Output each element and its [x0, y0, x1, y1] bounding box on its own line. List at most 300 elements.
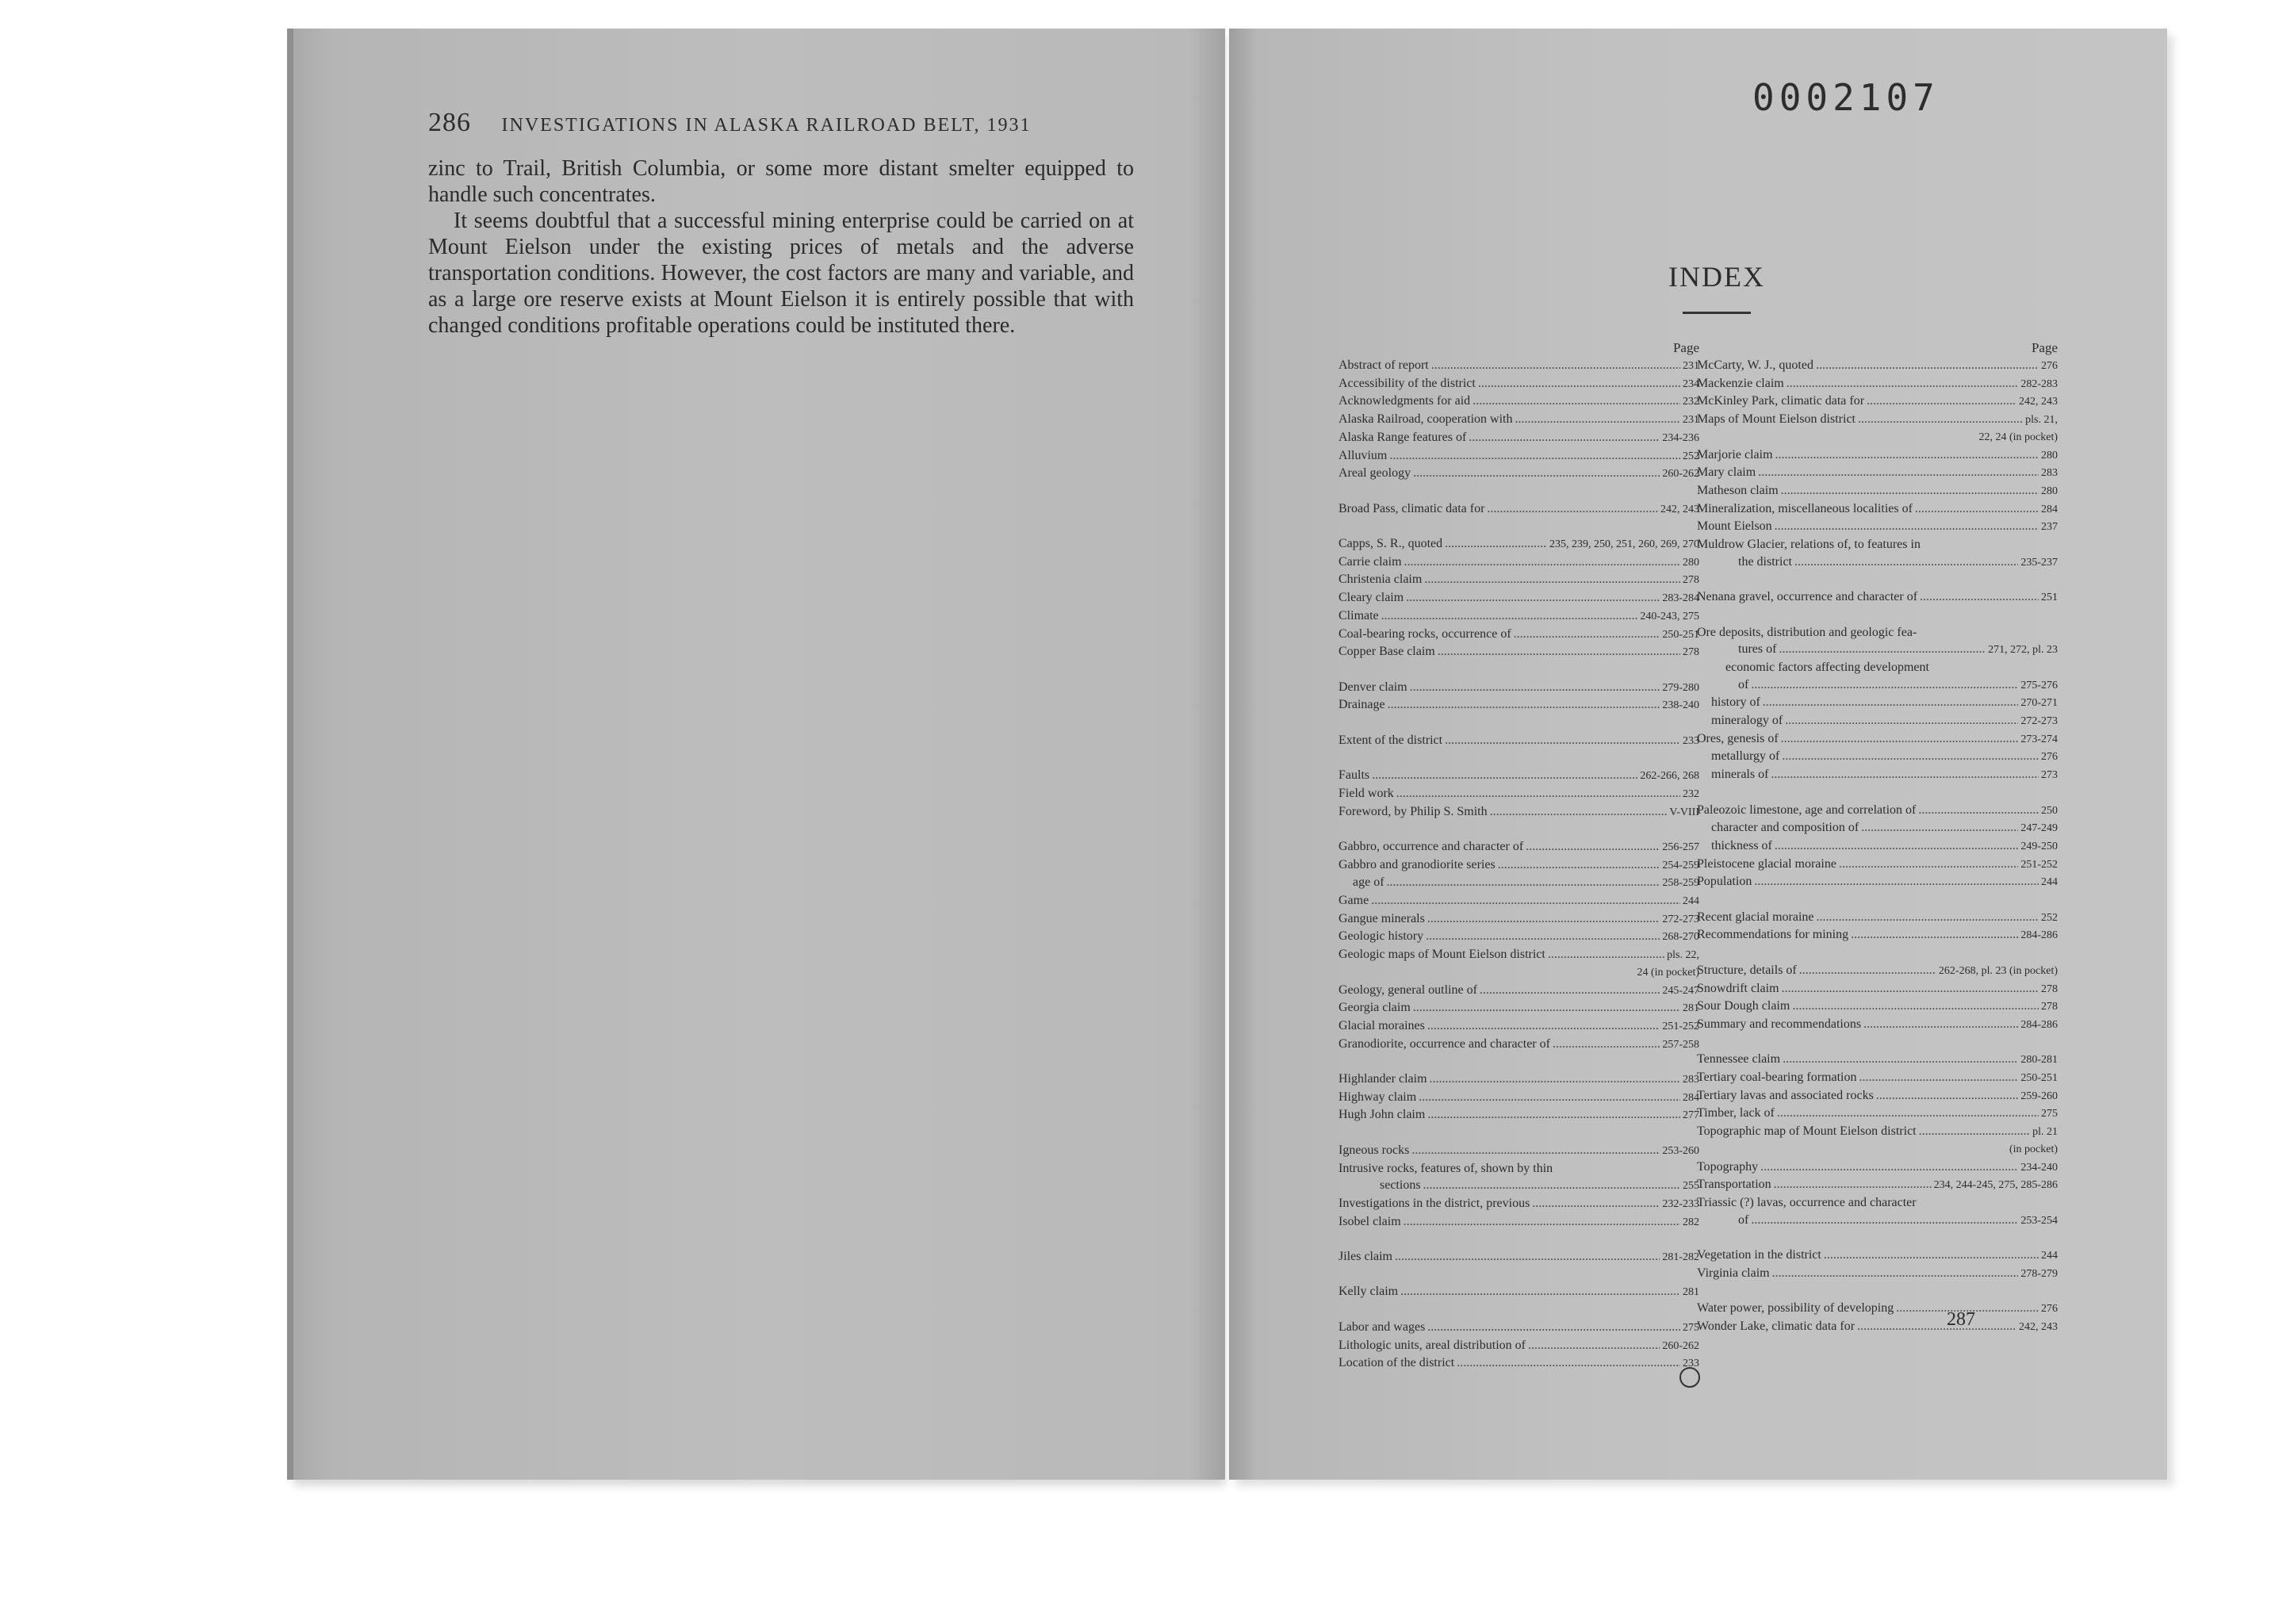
- index-entry: [1338, 500, 1699, 519]
- dot-leader: [1781, 482, 2039, 500]
- index-entry-page: 281-282: [1662, 1251, 1699, 1264]
- dot-leader: [1469, 429, 1660, 446]
- index-entry: [1697, 730, 2058, 749]
- entry-gap: [1338, 483, 1699, 500]
- index-entry: [1697, 676, 2058, 695]
- dot-leader: [1775, 446, 2039, 464]
- dot-leader: [1438, 643, 1680, 661]
- index-entry-page: 280-281: [2020, 1054, 2058, 1067]
- index-entry: [1338, 856, 1699, 875]
- index-entry-page: 231: [1683, 360, 1699, 372]
- index-entry: [1338, 946, 1699, 964]
- index-entry-page: 233: [1683, 1358, 1699, 1370]
- dot-leader: [1920, 588, 2039, 606]
- running-head: [428, 108, 1063, 138]
- index-entry-term: Tertiary lavas and associated rocks: [1697, 1088, 1874, 1102]
- entry-gap: [1697, 891, 2058, 909]
- entry-gap: [1338, 1124, 1699, 1142]
- dot-leader: [1861, 819, 2018, 837]
- index-entry-page: 273: [2041, 769, 2058, 782]
- index-entry: [1338, 535, 1699, 553]
- index-entry-term: Gabbro, occurrence and character of: [1338, 839, 1524, 853]
- dot-leader: [1751, 676, 2018, 694]
- index-entry-term: Wonder Lake, climatic data for: [1697, 1319, 1855, 1333]
- index-entry-page: 278: [1683, 646, 1699, 659]
- index-entry-page: 270-271: [2020, 697, 2058, 710]
- index-entry: [1338, 607, 1699, 626]
- index-entry-page: 282: [1683, 1216, 1699, 1228]
- index-entry-term: Lithologic units, areal distribution of: [1338, 1338, 1526, 1352]
- dot-leader: [1787, 375, 2019, 393]
- page-number: 286: [428, 108, 471, 137]
- index-entry-page: 231: [1683, 414, 1699, 427]
- index-entry: [1338, 1319, 1699, 1337]
- index-entry-page: 280: [1683, 556, 1699, 569]
- dot-leader: [1532, 1195, 1660, 1212]
- index-entry-term: sections: [1380, 1178, 1421, 1193]
- index-entry-page: 250-251: [1662, 628, 1699, 641]
- paragraph: zinc to Trail, British Columbia, or some more distant smelter equipped to handle such concentrates.: [428, 156, 1134, 207]
- index-entry: [1338, 999, 1699, 1017]
- entry-gap: [1338, 518, 1699, 535]
- index-entry: [1338, 1017, 1699, 1036]
- index-entry-term: Nenana gravel, occurrence and character of: [1697, 590, 1918, 604]
- index-entry-page: 281: [1683, 1286, 1699, 1299]
- dot-leader: [1410, 679, 1660, 696]
- index-column-right: [1697, 339, 2058, 1336]
- index-entry-term: Kelly claim: [1338, 1285, 1399, 1299]
- index-entry-term: Pleistocene glacial moraine: [1697, 856, 1836, 871]
- index-entry: [1697, 748, 2058, 766]
- running-title: INVESTIGATIONS IN ALASKA RAILROAD BELT, 1931: [501, 115, 1032, 136]
- dot-leader: [1430, 1071, 1680, 1088]
- entry-gap: [1697, 944, 2058, 962]
- index-entry-page: 260-262: [1662, 468, 1699, 481]
- index-entry-page: 244: [2041, 1250, 2058, 1262]
- dot-leader: [1413, 999, 1680, 1017]
- index-entry: [1697, 446, 2058, 465]
- index-entry-term: Gangue minerals: [1338, 911, 1425, 925]
- index-entry-page: 244: [1683, 895, 1699, 907]
- index-entry: [1338, 447, 1699, 465]
- index-entry-page: 232: [1683, 787, 1699, 800]
- index-entry-page: 255: [1683, 1180, 1699, 1193]
- index-entry-page: 282-283: [2020, 377, 2058, 390]
- index-entry-term: Investigations in the district, previous: [1338, 1196, 1530, 1210]
- index-entry-page: 284: [1683, 1091, 1699, 1104]
- index-entry-page: 258-259: [1662, 877, 1699, 890]
- index-entry: [1338, 375, 1699, 393]
- index-entry: [1338, 1106, 1699, 1124]
- index-entry-term: character and composition of: [1711, 821, 1859, 835]
- dot-leader: [1424, 571, 1680, 588]
- index-entry-term: Acknowledgments for aid: [1338, 394, 1471, 408]
- index-entry: [1338, 892, 1699, 910]
- index-entry-term: Timber, lack of: [1697, 1106, 1775, 1120]
- index-entry-page: 251: [2041, 592, 2058, 604]
- index-entry-term: Accessibility of the district: [1338, 376, 1476, 390]
- index-entry: [1338, 767, 1699, 785]
- index-entry: [1697, 980, 2058, 998]
- dot-leader: [1799, 962, 1936, 979]
- index-entry: [1338, 411, 1699, 429]
- index-entry-page: 268-270: [1662, 931, 1699, 944]
- dot-leader: [1526, 838, 1660, 856]
- index-entry-page: 273-274: [2020, 733, 2058, 745]
- index-entry: [1338, 1177, 1699, 1195]
- index-entry: [1338, 571, 1699, 589]
- page-number: 287: [1947, 1309, 1975, 1330]
- index-entry: [1338, 643, 1699, 661]
- dot-leader: [1918, 802, 2039, 819]
- index-entry: [1697, 802, 2058, 820]
- index-entry-term: Carrie claim: [1338, 554, 1402, 569]
- index-entry-term: Broad Pass, climatic data for: [1338, 501, 1485, 515]
- index-entry-page: 250: [2041, 804, 2058, 817]
- index-entry-term: Georgia claim: [1338, 1001, 1411, 1015]
- index-entry: [1697, 856, 2058, 874]
- index-entry-term: metallurgy of: [1711, 749, 1780, 764]
- index-entry-page: 278: [1683, 574, 1699, 587]
- index-entry: [1697, 837, 2058, 856]
- dot-leader: [1863, 1016, 2018, 1033]
- index-entry-term: McCarty, W. J., quoted: [1697, 358, 1813, 372]
- dot-leader: [1824, 1247, 2039, 1264]
- index-entry-page: pl. 21: [2032, 1126, 2058, 1139]
- index-entry-page: 283: [2041, 467, 2058, 480]
- index-entry-page: 234-236: [1662, 431, 1699, 444]
- index-entry-page: 280: [2041, 485, 2058, 497]
- index-entry: [1338, 1142, 1699, 1160]
- index-entry-page: 284: [2041, 503, 2058, 515]
- index-entry-page: 281: [1683, 1002, 1699, 1015]
- entry-gap: [1697, 571, 2058, 588]
- index-entry-term: Muldrow Glacier, relations of, to features in: [1697, 538, 1921, 552]
- page-column-label: Page: [2031, 340, 2058, 355]
- index-entry-term: Alluvium: [1338, 448, 1388, 462]
- dot-leader: [1480, 982, 1660, 999]
- entry-gap: [1338, 821, 1699, 838]
- index-entry-term: Ores, genesis of: [1697, 731, 1779, 745]
- index-entry: [1338, 626, 1699, 644]
- dot-leader: [1427, 1319, 1680, 1336]
- entry-gap: [1697, 1229, 2058, 1247]
- index-entry-term: Population: [1697, 875, 1752, 889]
- entry-gap: [1338, 1266, 1699, 1284]
- dot-leader: [1758, 464, 2039, 481]
- index-entry: [1697, 1300, 2058, 1318]
- index-entry: [1338, 803, 1699, 822]
- index-entry-term: economic factors affecting development: [1725, 660, 1929, 674]
- dot-leader: [1400, 1283, 1680, 1300]
- index-entry: [1697, 873, 2058, 891]
- dot-leader: [1775, 837, 2018, 855]
- left-page: [293, 29, 1225, 1480]
- index-entry-page: 251-252: [1662, 1020, 1699, 1032]
- index-entry-term: Jiles claim: [1338, 1250, 1392, 1264]
- dot-leader: [1867, 393, 2016, 410]
- index-entry-page: 249-250: [2020, 840, 2058, 852]
- index-entry-page: 262-268, pl. 23 (in pocket): [1938, 964, 2058, 977]
- index-entry: [1338, 1089, 1699, 1107]
- index-entry-page: 262-266, 268: [1640, 770, 1699, 783]
- dot-leader: [1427, 1017, 1660, 1035]
- index-entry-page: 232-233: [1662, 1197, 1699, 1210]
- index-entry: [1697, 1247, 2058, 1265]
- index-entry-term: Structure, details of: [1697, 963, 1797, 977]
- index-entry: [1697, 1087, 2058, 1105]
- index-entry: [1697, 553, 2058, 572]
- index-entry: [1697, 411, 2058, 429]
- entry-gap: [1338, 714, 1699, 732]
- index-entry: [1338, 874, 1699, 892]
- index-entry-term: Foreword, by Philip S. Smith: [1338, 804, 1488, 818]
- entry-gap: [1697, 1034, 2058, 1051]
- index-entry-page: 284-286: [2020, 929, 2058, 942]
- entry-gap: [1697, 1282, 2058, 1300]
- index-entry-page: 233: [1683, 734, 1699, 747]
- index-entry: [1697, 1212, 2058, 1230]
- dot-leader: [1515, 411, 1681, 428]
- index-entry-term: Transportation: [1697, 1178, 1771, 1192]
- index-entry-page: 278-279: [2020, 1267, 2058, 1280]
- dot-leader: [1857, 1318, 2016, 1335]
- index-entry-term: Cleary claim: [1338, 591, 1404, 605]
- index-entry-term: Areal geology: [1338, 466, 1411, 481]
- index-entry-term: Tertiary coal-bearing formation: [1697, 1071, 1857, 1085]
- index-entry-page: 235, 239, 250, 251, 260, 269, 270: [1549, 538, 1699, 550]
- dot-leader: [1413, 465, 1660, 482]
- index-entry-term: Intrusive rocks, features of, shown by thin: [1338, 1161, 1553, 1175]
- entry-gap: [1338, 661, 1699, 679]
- index-entry-term: of: [1738, 1212, 1749, 1227]
- index-entry-page: 238-240: [1662, 699, 1699, 712]
- index-entry-term: Coal-bearing rocks, occurrence of: [1338, 626, 1511, 641]
- index-entry-term: Marjorie claim: [1697, 447, 1773, 462]
- dot-leader: [1381, 607, 1638, 625]
- index-entry: [1697, 1016, 2058, 1034]
- index-entry: [1697, 482, 2058, 500]
- entry-gap: [1697, 784, 2058, 802]
- dot-leader: [1851, 926, 2018, 944]
- dot-leader: [1423, 1177, 1680, 1194]
- entry-gap: [1338, 749, 1699, 767]
- index-entry: [1697, 1176, 2058, 1194]
- index-entry-page: 260-262: [1662, 1339, 1699, 1352]
- index-entry-page: 240-243, 275: [1640, 610, 1699, 622]
- index-entry-term: Topography: [1697, 1159, 1759, 1174]
- index-entry-term: Snowdrift claim: [1697, 981, 1779, 995]
- index-entry-page: 280: [2041, 449, 2058, 462]
- index-entry-page: pls. 21,: [2025, 414, 2058, 427]
- heading-rule: [1683, 312, 1751, 314]
- dot-leader: [1839, 856, 2018, 873]
- index-entry-term: Vegetation in the district: [1697, 1248, 1821, 1262]
- index-entry-page: V-VIII: [1669, 806, 1699, 818]
- index-entry-term: Summary and recommendations: [1697, 1017, 1862, 1031]
- document-stamp: 0002107: [1752, 76, 1940, 119]
- dot-leader: [1777, 1105, 2039, 1122]
- index-entry-term: Mary claim: [1697, 465, 1756, 480]
- entry-gap: [1338, 1053, 1699, 1071]
- index-entry: [1338, 1337, 1699, 1355]
- index-entry: [1338, 679, 1699, 697]
- dot-leader: [1751, 1212, 2018, 1229]
- index-entry-term: Extent of the district: [1338, 733, 1443, 747]
- index-entry-page: 242, 243: [1660, 503, 1699, 515]
- index-entry-page: 251-252: [2020, 858, 2058, 871]
- index-entry-term: Denver claim: [1338, 680, 1407, 694]
- index-entry-term: Highlander claim: [1338, 1072, 1427, 1086]
- index-entry-term: Gabbro and granodiorite series: [1338, 857, 1495, 871]
- index-entry-term: Tennessee claim: [1697, 1052, 1781, 1067]
- index-entry: [1338, 1036, 1699, 1054]
- index-entry: [1697, 1159, 2058, 1177]
- dot-leader: [1783, 1051, 2018, 1068]
- dot-leader: [1794, 553, 2018, 571]
- dot-leader: [1548, 946, 1664, 963]
- index-entry-term: Drainage: [1338, 698, 1385, 712]
- dot-leader: [1915, 500, 2039, 518]
- index-entry: [1697, 819, 2058, 837]
- index-entry: [1697, 518, 2058, 536]
- dot-leader: [1514, 626, 1660, 643]
- index-entry-term: Virginia claim: [1697, 1266, 1770, 1280]
- index-entry: [1338, 1213, 1699, 1231]
- index-entry: [1697, 464, 2058, 482]
- index-entry-page: 259-260: [2020, 1090, 2058, 1102]
- index-entry: [1338, 785, 1699, 803]
- dot-leader: [1782, 748, 2039, 765]
- dot-leader: [1419, 1089, 1680, 1106]
- index-entry: [1338, 589, 1699, 607]
- dot-leader: [1859, 1069, 2018, 1086]
- index-entry-page: 283: [1683, 1074, 1699, 1086]
- index-entry: [1697, 1318, 2058, 1336]
- index-entry-page: 278: [2041, 1001, 2058, 1013]
- entry-gap: [1697, 607, 2058, 624]
- dot-leader: [1498, 856, 1660, 874]
- index-entry-term: Ore deposits, distribution and geologic fea-: [1697, 625, 1917, 639]
- index-entry-page: 278: [2041, 982, 2058, 995]
- index-entry: [1338, 1283, 1699, 1301]
- dot-leader: [1782, 980, 2039, 998]
- index-entry-page: 234-240: [2020, 1161, 2058, 1174]
- dot-leader: [1427, 1106, 1680, 1124]
- punch-hole: [1679, 1367, 1700, 1388]
- dot-leader: [1427, 910, 1660, 928]
- entry-gap: [1338, 1231, 1699, 1248]
- dot-leader: [1387, 874, 1660, 891]
- dot-leader: [1760, 1159, 2018, 1176]
- index-entry-page: 272-273: [1662, 913, 1699, 925]
- paragraph: It seems doubtful that a successful mining enterprise could be carried on at Mount Eielson under the existing prices of metals and the adverse transportation conditions. However, the cost factors are many and variable, and as a large ore reserve exists at Mount Eielson it is entirely possible that with changed conditions profitable operations could be instituted there.: [428, 209, 1134, 338]
- index-entry: [1338, 465, 1699, 483]
- index-entry-term: Mount Eielson: [1697, 519, 1772, 534]
- dot-leader: [1406, 589, 1660, 607]
- dot-leader: [1774, 1176, 1932, 1193]
- dot-leader: [1775, 518, 2039, 535]
- index-entry: [1697, 393, 2058, 411]
- index-entry-page: 275: [2041, 1108, 2058, 1120]
- dot-leader: [1772, 1265, 2019, 1282]
- index-entry-page: 237: [2041, 521, 2058, 534]
- dot-leader: [1487, 500, 1658, 518]
- index-entry-term: Topographic map of Mount Eielson district: [1697, 1124, 1917, 1139]
- index-entry: [1338, 838, 1699, 856]
- index-entry-page: 276: [2041, 360, 2058, 372]
- index-entry-page: 244: [2041, 876, 2058, 889]
- index-entry-page: 275-276: [2020, 679, 2058, 691]
- index-entry-page: 257-258: [1662, 1038, 1699, 1051]
- index-entry-term: Isobel claim: [1338, 1214, 1401, 1228]
- index-entry: [1338, 1071, 1699, 1089]
- index-entry-term: Triassic (?) lavas, occurrence and character: [1697, 1195, 1917, 1209]
- index-entry-page: 279-280: [1662, 681, 1699, 694]
- index-entry-term: thickness of: [1711, 838, 1772, 852]
- index-entry-page: 275: [1683, 1321, 1699, 1334]
- index-entry: [1338, 553, 1699, 572]
- index-entry-page: 245-247: [1662, 984, 1699, 997]
- index-entry: [1338, 1195, 1699, 1213]
- index-heading: INDEX: [1668, 261, 1765, 293]
- index-entry: [1338, 393, 1699, 411]
- index-entry-term: Labor and wages: [1338, 1320, 1426, 1334]
- index-entry: [1697, 909, 2058, 927]
- dot-leader: [1404, 1213, 1680, 1231]
- index-entry: [1338, 357, 1699, 375]
- index-entry-term: Paleozoic limestone, age and correlation of: [1697, 802, 1917, 817]
- index-entry-term: minerals of: [1711, 768, 1769, 782]
- dot-leader: [1478, 375, 1680, 393]
- index-entry-term: Game: [1338, 894, 1369, 907]
- index-entry-term: age of: [1353, 875, 1384, 890]
- index-entry-term: Mackenzie claim: [1697, 376, 1784, 390]
- index-entry-page: 276: [2041, 751, 2058, 764]
- dot-leader: [1754, 873, 2039, 891]
- index-entry-page: 253-254: [2020, 1214, 2058, 1227]
- index-entry-page: 234, 244-245, 275, 285-286: [1933, 1179, 2058, 1192]
- index-entry-term: Copper Base claim: [1338, 645, 1435, 659]
- index-entry: [1697, 998, 2058, 1016]
- index-entry-term: Maps of Mount Eielson district: [1697, 412, 1855, 427]
- dot-leader: [1858, 411, 2023, 428]
- index-entry-page: 252: [2041, 911, 2058, 924]
- index-entry-term: Sour Dough claim: [1697, 999, 1790, 1013]
- index-entry-term: of: [1738, 677, 1749, 691]
- index-entry-page: 284-286: [2020, 1018, 2058, 1031]
- index-entry: [1338, 910, 1699, 929]
- index-entry: [1338, 1354, 1699, 1373]
- dot-leader: [1785, 712, 2018, 730]
- dot-leader: [1781, 730, 2019, 748]
- dot-leader: [1431, 357, 1680, 374]
- dot-leader: [1371, 892, 1680, 910]
- index-entry-term: Christenia claim: [1338, 573, 1423, 587]
- index-entry-term: tures of: [1738, 642, 1777, 657]
- index-entry-term: Alaska Railroad, cooperation with: [1338, 412, 1513, 427]
- index-entry-term: mineralogy of: [1711, 714, 1783, 728]
- index-entry: [1338, 732, 1699, 750]
- index-entry-page: 254-259: [1662, 859, 1699, 871]
- index-entry-term: Location of the district: [1338, 1356, 1455, 1370]
- index-entry-page: 272-273: [2020, 715, 2058, 728]
- dot-leader: [1553, 1036, 1660, 1053]
- dot-leader: [1771, 766, 2039, 783]
- index-entry-term: Geologic history: [1338, 929, 1424, 944]
- index-entry-term: Geologic maps of Mount Eielson district: [1338, 948, 1545, 962]
- index-entry: [1697, 1265, 2058, 1283]
